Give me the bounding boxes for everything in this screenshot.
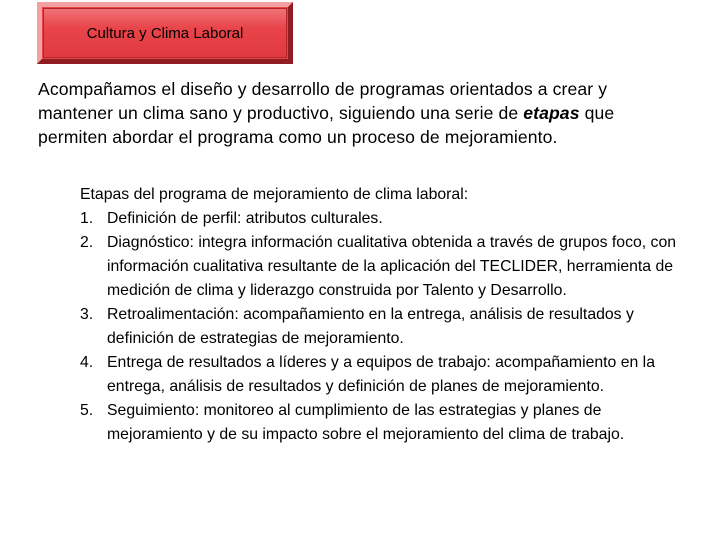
list-item [80,207,680,231]
list-item [80,399,680,447]
slide-title: Cultura y Clima Laboral [86,24,244,42]
intro-emphasis: etapas [523,103,580,123]
intro-paragraph [38,77,678,149]
list-item-number: 1. [80,210,94,227]
list-item-text: Diagnóstico: integra información cualitativa obtenida a través de grupos foco, con información cualitativa resultante de la aplicación del TECLIDER, herramienta de medición de clima y liderazgo construida por Talento y Desarrollo. [107,234,677,299]
list-item [80,303,680,351]
list-item-number: 2. [80,234,94,251]
list-item-number: 3. [80,306,94,323]
stages-heading: Etapas del programa de mejoramiento de clima laboral: [80,186,469,203]
title-box [37,2,293,64]
title-inner [43,8,287,58]
list-item-number: 4. [80,354,94,371]
list-item-text: Retroalimentación: acompañamiento en la entrega, análisis de resultados y definición de estrategias de mejoramiento. [107,306,634,347]
list-item [80,231,680,303]
list-item-text: Definición de perfil: atributos culturales. [107,210,383,227]
list-item-text: Seguimiento: monitoreo al cumplimiento de las estrategias y planes de mejoramiento y de su impacto sobre el mejoramiento del clima de trabajo. [107,402,625,443]
intro-text-before: Acompañamos el diseño y desarrollo de programas orientados a crear y mantener un clima sano y productivo, siguiendo una serie de [38,79,608,123]
list-item [80,351,680,399]
intro-text-after: que permiten abordar el programa como un proceso de mejoramiento. [38,103,615,147]
stages-list [80,183,680,447]
list-item-text: Entrega de resultados a líderes y a equipos de trabajo: acompañamiento en la entrega, análisis de resultados y definición de planes de mejoramiento. [107,354,655,395]
list-item-number: 5. [80,402,94,419]
